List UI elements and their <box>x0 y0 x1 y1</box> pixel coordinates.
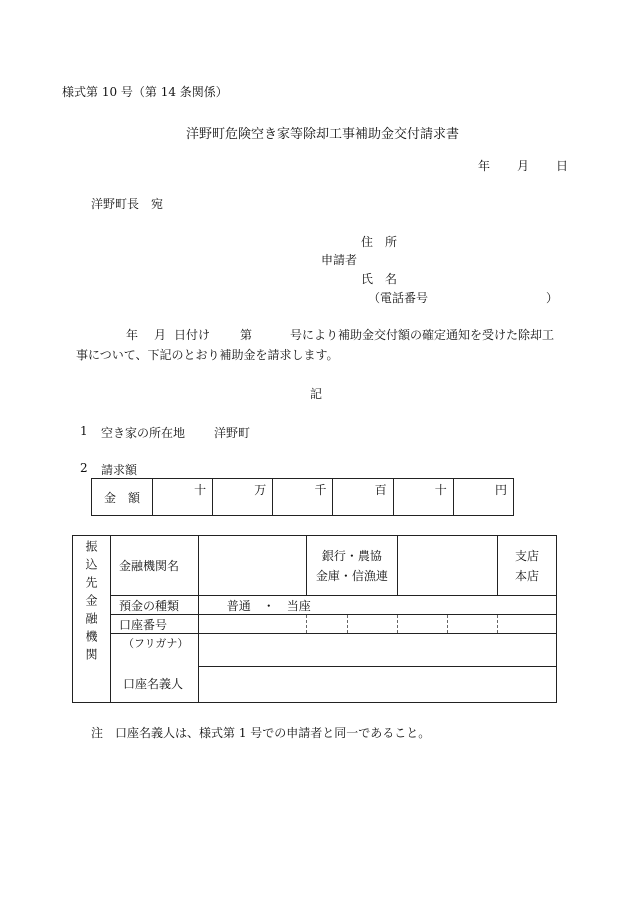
date-year: 年 <box>478 159 491 173</box>
amount-digit-cell[interactable]: 十 <box>153 479 213 516</box>
amount-digit-cell[interactable]: 千 <box>273 479 333 516</box>
holder-name-field[interactable] <box>198 667 556 703</box>
institution-name-cell[interactable] <box>198 536 306 596</box>
account-digit-cell[interactable] <box>448 615 498 634</box>
bank-table <box>72 535 557 703</box>
body-year: 年 <box>126 328 139 342</box>
account-digit-cell[interactable] <box>498 615 557 634</box>
bank-types <box>306 536 398 596</box>
bank-types-line1: 銀行・農協 <box>321 548 382 563</box>
account-digit-cell[interactable] <box>198 615 306 634</box>
bank-types-line2: 金庫・信漁連 <box>315 568 388 583</box>
amount-digit-cell[interactable]: 十 <box>393 479 453 516</box>
account-number-label: 口座番号 <box>110 615 198 634</box>
body-no: 第 <box>240 328 253 342</box>
address-label: 住 所 <box>361 235 398 249</box>
account-digit-cell[interactable] <box>348 615 398 634</box>
name-label: 氏 名 <box>361 272 398 286</box>
note: 注 口座名義人は、様式第 1 号での申請者と同一であること。 <box>91 726 431 740</box>
body-day: 日付け <box>174 328 211 342</box>
account-type-options[interactable]: 普通 ・ 当座 <box>198 596 556 615</box>
body-line1: 号により補助金交付額の確定通知を受けた除却工 <box>290 328 555 342</box>
account-digit-cell[interactable] <box>306 615 348 634</box>
branch-type-line2: 本店 <box>515 568 540 583</box>
branch-type-line1: 支店 <box>515 548 540 563</box>
date-month: 月 <box>517 159 530 173</box>
furigana-field[interactable] <box>198 634 556 667</box>
amount-digit-cell[interactable]: 万 <box>213 479 273 516</box>
furigana-label: （フリガナ） <box>122 637 189 650</box>
amount-digit-cell[interactable]: 円 <box>453 479 513 516</box>
phone-label: （電話番号 <box>368 291 429 305</box>
item1-number: 1 <box>80 424 88 438</box>
bank-side-label-text: 振込先金融機関 <box>83 540 98 666</box>
amount-table <box>91 478 514 516</box>
institution-label: 金融機関名 <box>110 536 198 596</box>
item1-value: 洋野町 <box>214 426 251 440</box>
amount-label: 金 額 <box>92 479 153 516</box>
form-number: 様式第 10 号（第 14 条関係） <box>62 85 228 99</box>
holder-label-cell <box>110 634 198 703</box>
ki-heading: 記 <box>310 387 323 401</box>
account-digit-cell[interactable] <box>398 615 448 634</box>
account-type-label: 預金の種類 <box>110 596 198 615</box>
phone-close: ） <box>546 291 559 305</box>
addressee: 洋野町長 宛 <box>91 197 164 211</box>
branch-name-cell[interactable] <box>398 536 498 596</box>
applicant-label: 申請者 <box>321 253 358 267</box>
branch-types <box>498 536 557 596</box>
document-title: 洋野町危険空き家等除却工事補助金交付請求書 <box>186 127 460 142</box>
item2-label: 請求額 <box>101 463 138 477</box>
holder-label: 口座名義人 <box>122 677 183 691</box>
bank-side-label <box>73 536 111 703</box>
item2-number: 2 <box>80 461 88 475</box>
amount-digit-cell[interactable]: 百 <box>333 479 393 516</box>
item1-label: 空き家の所在地 <box>101 426 186 440</box>
date-day: 日 <box>556 159 569 173</box>
body-line2: 事について、下記のとおり補助金を請求します。 <box>76 348 339 362</box>
body-month: 月 <box>154 328 167 342</box>
